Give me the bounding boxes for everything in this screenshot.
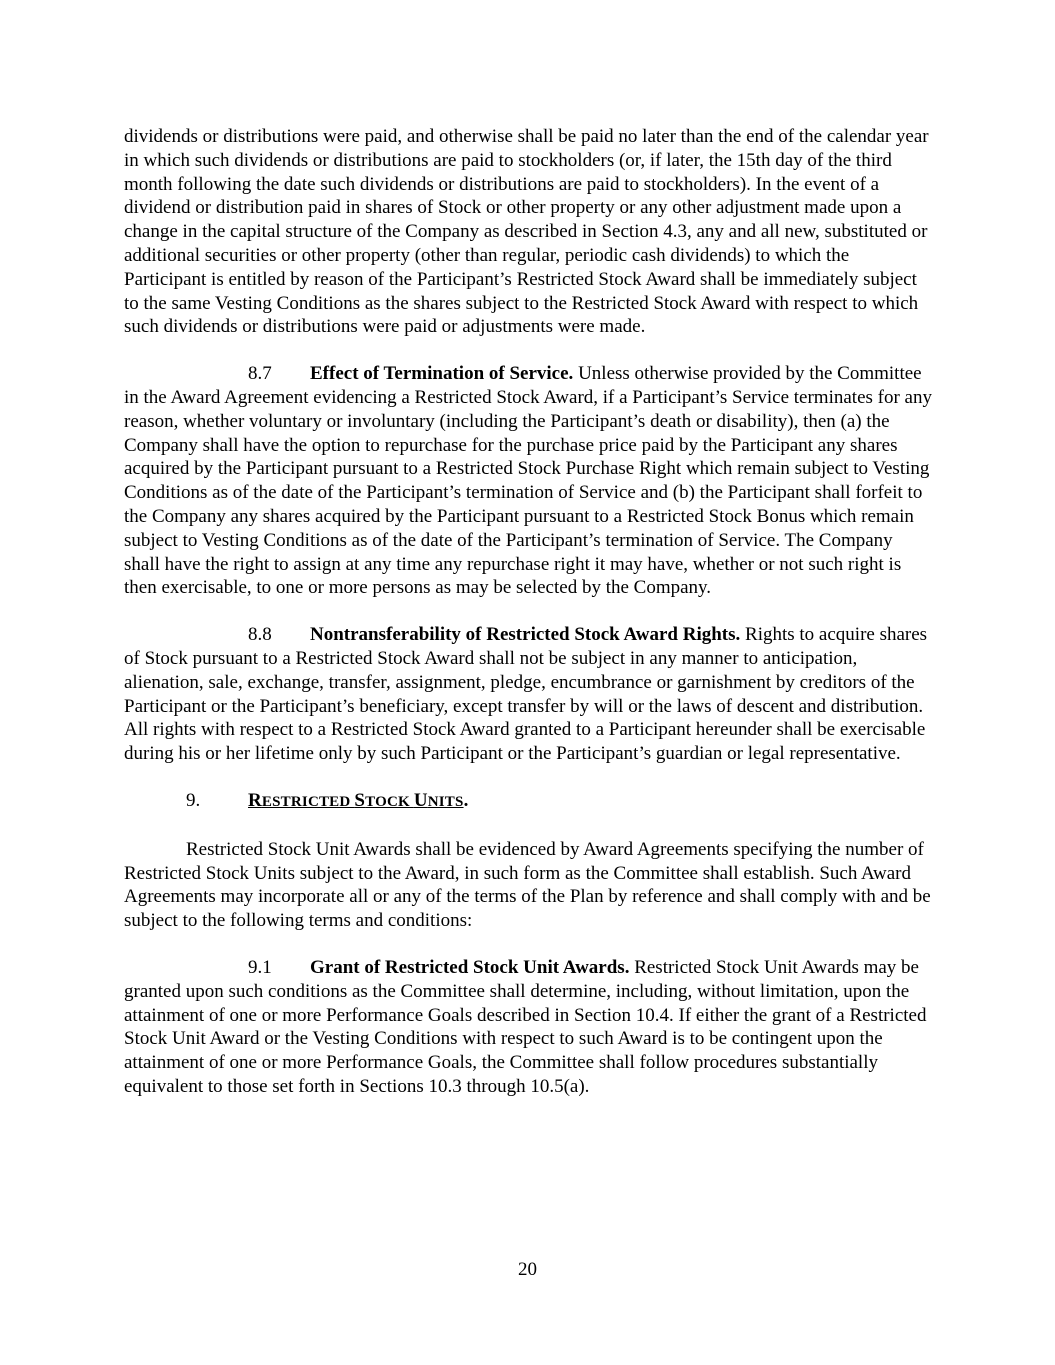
section-title: Grant of Restricted Stock Unit Awards. [310,956,630,978]
document-body [124,125,932,1122]
section-8-7 [124,362,932,600]
section-9-intro: Restricted Stock Unit Awards shall be evidenced by Award Agreements specifying the number of Restricted Stock Units subject to the Award, in such form as the Committee shall establish. Such Award Agreements may incorporate all or any of the terms of the Plan by reference and shall comply with and be subject to the following terms and conditions: [124,838,931,932]
section-number: 9. [186,789,201,811]
section-text: Restricted Stock Unit Awards may be granted upon such conditions as the Committee shall determine, including, without limitation, upon the attainment of one or more Performance Goals described in Section 10.4. If either the grant of a Restricted Stock Unit Award or the Vesting Conditions with respect to such Award is to be contingent upon the attainment of one or more Performance Goals, the Committee shall follow procedures substantially equivalent to those set forth in Sections 10.3 through 10.5(a). [124,956,927,1097]
section-title: Effect of Termination of Service. [310,363,574,385]
section-9-heading [124,789,932,815]
section-title: RESTRICTED STOCK UNITS [248,789,464,811]
page-number: 20 [518,1259,537,1280]
section-title-period: . [463,789,469,811]
continuation-paragraph: dividends or distributions were paid, and otherwise shall be paid no later than the end of the calendar year in which such dividends or distributions are paid to stockholders (or, if later, the 15th day of the third month following the date such dividends or distributions are paid to stockholders). In the event of a dividend or distribution paid in shares of Stock or other property or any other adjustment made upon a change in the capital structure of the Company as described in Section 4.3, any and all new, substituted or additional securities or other property (other than regular, periodic cash dividends) to which the Participant is entitled by reason of the Participant’s Restricted Stock Award shall be immediately subject to the same Vesting Conditions as the shares subject to the Restricted Stock Award with respect to which such dividends or distributions were paid or adjustments were made. [124,126,929,338]
section-9-1 [124,956,932,1099]
section-text: Rights to acquire shares of Stock pursuant to a Restricted Stock Award shall not be subject in any manner to anticipation, alienation, sale, exchange, transfer, assignment, pledge, encumbrance or garnishment by creditors of the Participant or the Participant’s beneficiary, except transfer by will or the laws of descent and distribution. All rights with respect to a Restricted Stock Award granted to a Participant hereunder shall be exercisable during his or her lifetime only by such Participant or the Participant’s guardian or legal representative. [124,624,928,765]
section-text: Unless otherwise provided by the Committee in the Award Agreement evidencing a Restricted Stock Award, if a Participant’s Service terminates for any reason, whether voluntary or involuntary (including the Participant’s death or disability), then (a) the Company shall have the option to repurchase for the purchase price paid by the Participant any shares acquired by the Participant pursuant to a Restricted Stock Purchase Right which remain subject to Vesting Conditions as of the date of the Participant’s termination of Service and (b) the Participant shall forfeit to the Company any shares acquired by the Participant pursuant to a Restricted Stock Bonus which remain subject to Vesting Conditions as of the date of the Participant’s termination of Service. The Company shall have the right to assign at any time any repurchase right it may have, whether or not such right is then exercisable, to one or more persons as may be selected by the Company. [124,363,932,599]
section-number: 8.7 [248,363,272,385]
section-number: 8.8 [248,624,272,646]
section-title: Nontransferability of Restricted Stock Award Rights. [310,624,741,646]
section-number: 9.1 [248,956,272,978]
section-8-8 [124,623,932,766]
